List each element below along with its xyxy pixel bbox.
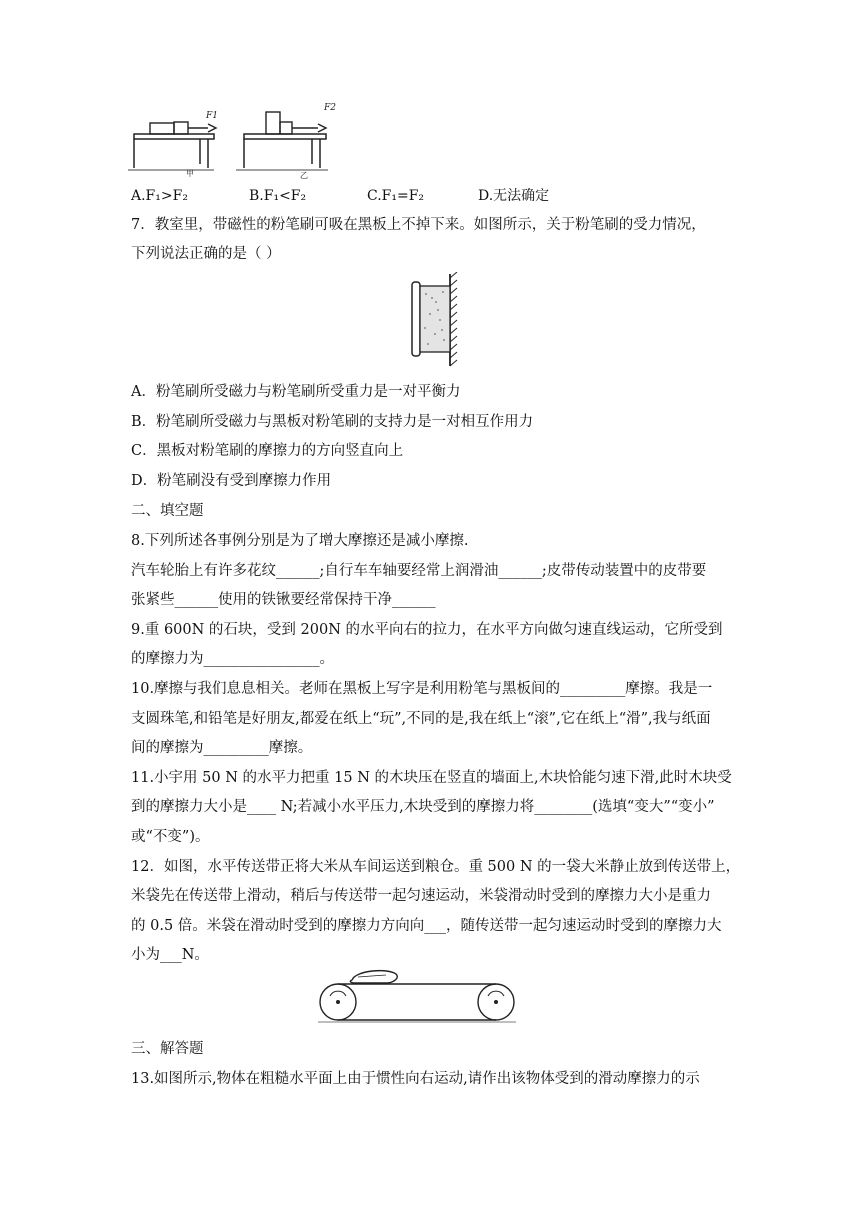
- svg-text:乙: 乙: [300, 171, 308, 180]
- q7-option-d: D．粉笔刷没有受到摩擦力作用: [131, 473, 332, 489]
- table-experiment-figure: [128, 98, 348, 180]
- q9-line-2: 的摩擦力为________________。: [131, 651, 334, 667]
- q8-line-3: 张紧些______使用的铁锹要经常保持干净______: [131, 592, 436, 608]
- q7-option-a: A．粉笔刷所受磁力与粉笔刷所受重力是一对平衡力: [131, 384, 461, 400]
- q11-line-2: 到的摩擦力大小是____ N;若减小水平压力,木块受到的摩擦力将________(选填“变大”“变小”: [131, 799, 715, 815]
- chalk-brush-figure: [410, 272, 462, 370]
- svg-text:F1: F1: [206, 111, 218, 121]
- q8-line-2: 汽车轮胎上有许多花纹______;自行车车轴要经常上润滑油______;皮带传动装置中的皮带要: [131, 563, 707, 579]
- q12-line-1: 12．如图，水平传送带正将大米从车间运送到粮仓。重 500 N 的一袋大米静止放到传送带上，: [131, 859, 741, 875]
- q7-option-b: B．粉笔刷所受磁力与黑板对粉笔刷的支持力是一对相互作用力: [131, 414, 534, 430]
- q10-line-2: 支圆珠笔,和铅笔是好朋友,都爱在纸上“玩”,不同的是,我在纸上“滚”,它在纸上“滑”,我与纸面: [131, 711, 711, 727]
- section-answer-heading: 三、解答题: [131, 1041, 204, 1057]
- q7-option-c: C．黑板对粉笔刷的摩擦力的方向竖直向上: [131, 443, 404, 459]
- q12-line-3: 的 0.5 倍。米袋在滑动时受到的摩擦力方向向___，随传送带一起匀速运动时受到的摩擦力大: [131, 918, 722, 934]
- q12-line-2: 米袋先在传送带上滑动，稍后与传送带一起匀速运动，米袋滑动时受到的摩擦力大小是重力: [131, 888, 711, 904]
- table-jia: [128, 111, 218, 178]
- q11-line-1: 11.小宇用 50 N 的水平力把重 15 N 的木块压在竖直的墙面上,木块恰能匀速下滑,此时木块受: [131, 770, 732, 786]
- svg-text:F2: F2: [324, 103, 336, 113]
- q6-option-c: C.F₁=F₂: [367, 188, 425, 204]
- conveyor-belt-figure: [316, 968, 518, 1026]
- q10-line-3: 间的摩擦为_________摩擦。: [131, 740, 313, 756]
- q7-line-1: 7．教室里，带磁性的粉笔刷可吸在黑板上不掉下来。如图所示，关于粉笔刷的受力情况，: [131, 217, 706, 233]
- q8-line-1: 8.下列所述各事例分别是为了增大摩擦还是减小摩擦.: [131, 533, 469, 549]
- q6-option-d: D.无法确定: [478, 188, 550, 204]
- table-yi: [236, 103, 336, 180]
- q7-line-2: 下列说法正确的是（ ）: [131, 246, 281, 262]
- q9-line-1: 9.重 600N 的石块，受到 200N 的水平向右的拉力，在水平方向做匀速直线运动，它所受到: [131, 622, 723, 638]
- q12-line-4: 小为___N。: [131, 947, 209, 963]
- svg-text:甲: 甲: [186, 169, 194, 178]
- q11-line-3: 或“不变”)。: [131, 829, 210, 845]
- q13-line-1: 13.如图所示,物体在粗糙水平面上由于惯性向右运动,请作出该物体受到的滑动摩擦力的示: [131, 1071, 700, 1087]
- q10-line-1: 10.摩擦与我们息息相关。老师在黑板上写字是利用粉笔与黑板间的_________摩擦。我是一: [131, 681, 713, 697]
- section-fill-blank-heading: 二、填空题: [131, 503, 204, 519]
- q6-option-b: B.F₁<F₂: [249, 188, 307, 204]
- q6-option-a: A.F₁>F₂: [131, 188, 188, 204]
